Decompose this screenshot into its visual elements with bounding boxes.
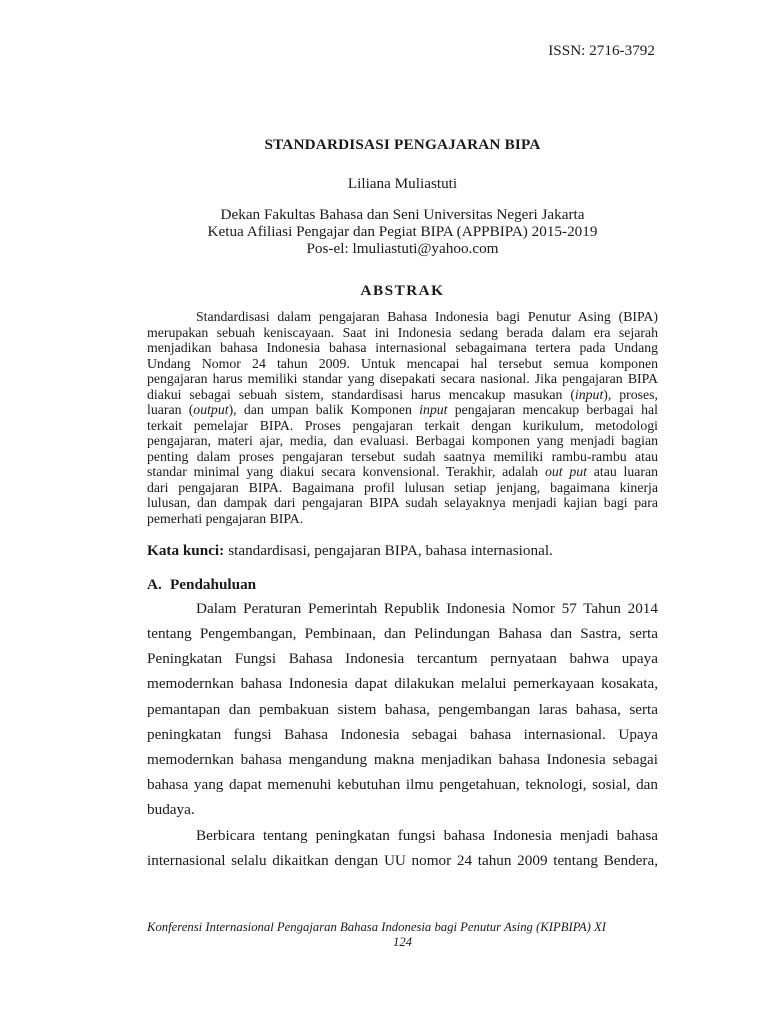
abstract-line xyxy=(147,433,658,449)
body-line: tentang Pengembangan, Pembinaan, dan Pelindungan Bahasa dan Sastra, serta xyxy=(147,625,658,643)
author-name: Liliana Muliastuti xyxy=(347,175,458,192)
abstract-line-text: dari pengajaran BIPA. Bagaimana profil lulusan setiap jenjang, bagaimana kinerja xyxy=(147,479,658,495)
italic-term: output xyxy=(193,402,229,418)
article-title: STANDARDISASI PENGAJARAN BIPA xyxy=(264,136,541,153)
body-line: memodernkan bahasa mengandung makna menjadikan bahasa Indonesia sebagai xyxy=(147,751,658,769)
affiliation-line: Dekan Fakultas Bahasa dan Seni Universitas Negeri Jakarta xyxy=(220,205,585,223)
abstract-line-text: Standardisasi dalam pengajaran Bahasa Indonesia bagi Penutur Asing (BIPA) xyxy=(196,309,658,325)
author-email: Pos-el: lmuliastuti@yahoo.com xyxy=(306,239,499,257)
abstract-line xyxy=(147,356,658,372)
abstract-line xyxy=(196,309,658,325)
issn-number: ISSN: 2716-3792 xyxy=(548,42,655,59)
abstract-line-text: atau luaran xyxy=(586,464,658,480)
italic-term: input xyxy=(419,402,448,418)
abstract-line xyxy=(147,387,658,403)
abstract-line xyxy=(147,449,658,465)
body-line: budaya. xyxy=(147,801,195,819)
body-line: Peningkatan Fungsi Bahasa Indonesia tercantum pernyataan bahwa upaya xyxy=(147,650,658,668)
abstract-line xyxy=(147,402,658,418)
keywords-text: standardisasi, pengajaran BIPA, bahasa internasional. xyxy=(228,542,553,559)
keywords xyxy=(147,541,658,561)
abstract-line-text: pengajaran mencakup berbagai hal xyxy=(447,402,658,418)
abstract-line-text: merupakan sebuah keniscayaan. Saat ini Indonesia sedang berada dalam era sejarah xyxy=(147,324,658,340)
abstract-line xyxy=(147,464,658,480)
body-line: memodernkan bahasa Indonesia dapat dilakukan melalui pemerkayaan kosakata, xyxy=(147,675,658,693)
keywords-label: Kata kunci: xyxy=(147,542,225,559)
body-line: pemantapan dan pembakuan sistem bahasa, pengembangan laras bahasa, serta xyxy=(147,700,658,718)
abstract-line-text: ), proses, xyxy=(603,386,658,402)
abstract-line-text: lulusan, dan dampak dari pengajaran BIPA sudah selayaknya menjadi kajian bagi para xyxy=(147,495,658,511)
abstract-line xyxy=(147,480,658,496)
abstract-line-text: ), dan umpan balik Komponen xyxy=(228,402,420,418)
body-line: bahasa yang dapat memenuhi kebutuhan ilmu pengetahuan, teknologi, sosial, dan xyxy=(147,776,658,794)
abstract-line-text: penting dalam proses pengajaran tersebut sudah saatnya memiliki rambu-rambu atau xyxy=(147,448,658,464)
abstract-line-text: standar minimal yang diakui secara konvensional. Terakhir, adalah xyxy=(147,464,545,480)
abstract-line xyxy=(147,371,658,387)
body-text xyxy=(147,596,658,873)
abstract-line xyxy=(147,340,658,356)
abstract-line-text: terkait pemelajar BIPA. Proses pengajaran terkait dengan kurikulum, metodologi xyxy=(147,417,658,433)
abstract-line-text: menjadikan bahasa Indonesia bahasa internasional sebagaimana tertera pada Undang xyxy=(147,340,658,356)
affiliation-line: Ketua Afiliasi Pengajar dan Pegiat BIPA (APPBIPA) 2015-2019 xyxy=(207,222,598,240)
footer-conference: Konferensi Internasional Pengajaran Bahasa Indonesia bagi Penutur Asing (KIPBIPA) XI xyxy=(147,919,606,934)
body-line: internasional selalu dikaitkan dengan UU nomor 24 tahun 2009 tentang Bendera, xyxy=(147,851,658,869)
body-line: peningkatan fungsi Bahasa Indonesia sebagai bahasa internasional. Upaya xyxy=(147,725,658,743)
abstract-line-text: pemerhati pengajaran BIPA. xyxy=(147,510,304,526)
abstract-line xyxy=(147,325,658,341)
abstract-line-text: pengajaran, materi ajar, media, dan evaluasi. Berbagai komponen yang menjadi bagian xyxy=(147,433,658,449)
abstract-heading: ABSTRAK xyxy=(360,282,445,299)
abstract-line-text: luaran ( xyxy=(147,402,194,418)
body-line: Berbicara tentang peningkatan fungsi bahasa Indonesia menjadi bahasa xyxy=(196,826,658,844)
italic-term: input xyxy=(574,386,604,402)
abstract-line xyxy=(147,495,658,511)
abstract-line-text: pengajaran harus memiliki standar yang disepakati secara nasional. Jika pengajaran BIPA xyxy=(147,371,658,387)
abstract-line xyxy=(147,418,658,434)
section-title: Pendahuluan xyxy=(170,576,257,593)
author-affiliation xyxy=(147,206,658,257)
section-heading xyxy=(147,575,658,595)
section-number: A. xyxy=(147,576,162,593)
body-line: Dalam Peraturan Pemerintah Republik Indonesia Nomor 57 Tahun 2014 xyxy=(196,599,658,617)
italic-term: out put xyxy=(544,464,587,480)
abstract-line-text: diakui sebagai sebuah sistem, standardisasi harus mencakup masukan ( xyxy=(147,386,575,402)
abstract-line-text: Undang Nomor 24 tahun 2009. Untuk mencapai hal tersebut semua komponen xyxy=(147,355,658,371)
abstract-body xyxy=(147,309,658,526)
abstract-line xyxy=(147,511,658,527)
page-number: 124 xyxy=(392,934,413,949)
